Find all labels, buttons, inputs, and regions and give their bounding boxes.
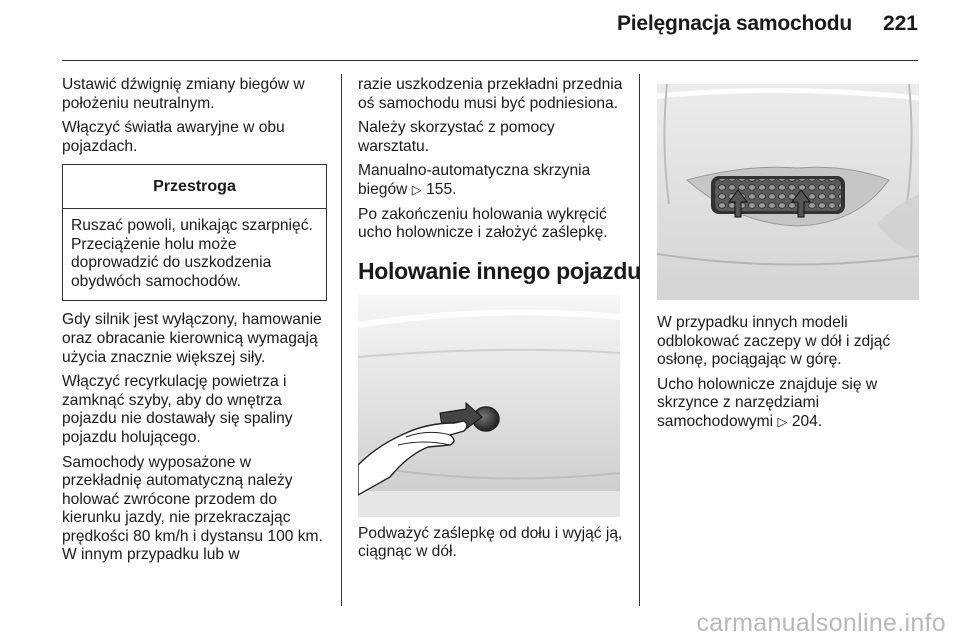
bumper-panel — [358, 295, 620, 517]
watermark: carmanualsonline.info — [696, 609, 946, 637]
column-divider — [341, 74, 342, 606]
paragraph: Gdy silnik jest wyłączony, hamowanie oraz obracanie kierownicą wymagają użycia znacznie większej siły. — [62, 311, 322, 366]
page-reference-arrow-icon: ▷ — [411, 181, 422, 197]
caution-title: Przestroga — [63, 165, 326, 209]
paragraph-text: Manualno-automatyczna skrzynia biegów — [358, 162, 591, 198]
paragraph-text: Ucho holownicze znajduje się w skrzynce z narzędziami samochodowymi — [657, 375, 878, 430]
paragraph: Włączyć światła awaryjne w obu pojazdach. — [62, 119, 285, 155]
paragraph: Włączyć recyrkulację powietrza i zamknąć szyby, aby do wnętrza pojazdu nie dostawały się spaliny pojazdu holującego. — [62, 373, 293, 446]
column-middle — [358, 76, 641, 568]
paragraph: Ustawić dźwignię zmiany biegów w położeniu neutralnym. — [62, 76, 305, 112]
section-heading: Holowanie innego pojazdu — [358, 257, 641, 284]
grille-cover-illustration — [657, 84, 919, 300]
bumper-shadow — [358, 491, 620, 517]
column-left — [62, 76, 327, 571]
page-title: Pielęgnacja samochodu — [616, 12, 852, 35]
paragraph-with-reference — [657, 376, 922, 432]
caution-body: Ruszać powoli, unikając szarpnięć. Przeciążenie holu może doprowadzić do uszkodzenia obydwóch samochodów. — [71, 216, 313, 290]
paragraph: razie uszkodzenia przekładni przednia oś samochodu musi być podniesiona. — [358, 76, 623, 112]
paragraph: W przypadku innych modeli odblokować zaczepy w dół i zdjąć osłonę, pociągając w górę. — [657, 314, 891, 369]
header-rule — [62, 60, 918, 61]
paragraph: Należy skorzystać z pomocy warsztatu. — [358, 119, 555, 155]
page-reference: 155. — [426, 180, 457, 198]
towing-eye-cover-illustration — [358, 295, 620, 517]
caution-box — [62, 164, 327, 301]
page-reference: 204. — [791, 412, 823, 430]
figure-caption: Podważyć zaślepkę od dołu i wyjąć ją, ciągnąc w dół. — [358, 524, 623, 561]
paragraph: Samochody wyposażone w przekładnię automatyczną należy holować zwrócone przodem do kierunku jazdy, nie przekraczając prędkości 80 km/h i dystansu 100 km. W innym przypadku lub w — [62, 453, 323, 564]
page-reference-arrow-icon: ▷ — [777, 413, 788, 429]
page-number: 221 — [882, 12, 918, 35]
column-right — [657, 76, 922, 438]
paragraph-with-reference — [358, 162, 628, 199]
column-divider — [639, 74, 640, 606]
paragraph: Po zakończeniu holowania wykręcić ucho holownicze i założyć zaślepkę. — [358, 205, 608, 242]
